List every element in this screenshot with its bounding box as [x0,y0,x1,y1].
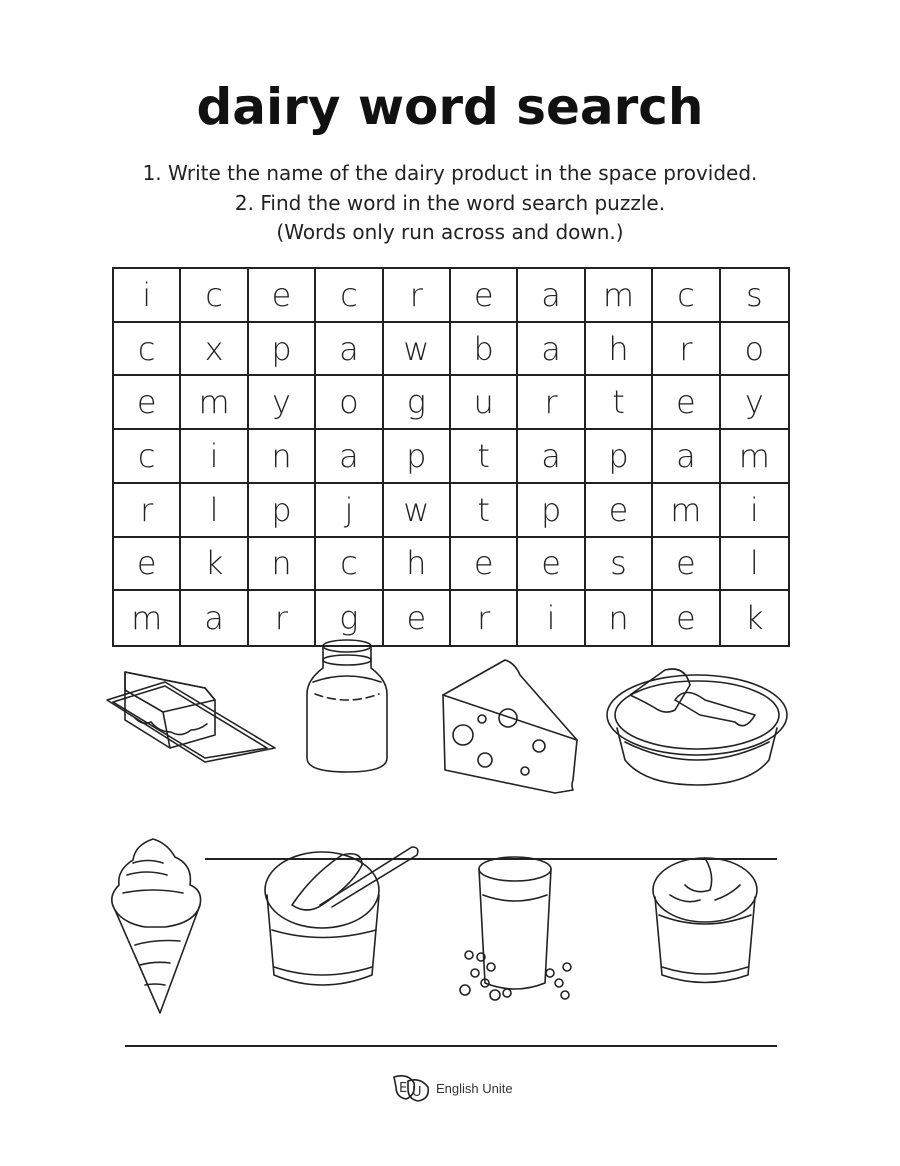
grid-cell[interactable]: o [316,376,383,430]
grid-cell[interactable]: a [653,430,720,484]
grid-cell[interactable]: p [249,484,316,538]
grid-cell[interactable]: w [384,323,451,377]
answer-line-2 [125,1045,777,1047]
grid-cell[interactable]: c [181,269,248,323]
grid-cell[interactable]: e [114,376,181,430]
grid-cell[interactable]: i [518,591,585,645]
english-unite-logo-icon [392,1073,432,1103]
grid-cell[interactable]: a [518,323,585,377]
grid-cell[interactable]: m [721,430,788,484]
grid-cell[interactable]: a [518,430,585,484]
grid-cell[interactable]: e [586,484,653,538]
grid-cell[interactable]: t [451,430,518,484]
footer [392,1073,513,1103]
grid-cell[interactable]: i [181,430,248,484]
grid-cell[interactable]: h [384,538,451,592]
grid-cell[interactable]: k [181,538,248,592]
grid-cell[interactable]: j [316,484,383,538]
instruction-1: 1. Write the name of the dairy product in the space provided. [142,161,758,185]
page-title: dairy word search [196,78,704,136]
grid-cell[interactable]: p [384,430,451,484]
grid-cell[interactable]: r [114,484,181,538]
grid-cell[interactable]: e [653,538,720,592]
grid-cell[interactable]: r [451,591,518,645]
yogurt-cup-icon [262,845,424,995]
grid-cell[interactable]: c [653,269,720,323]
grid-cell[interactable]: k [745,599,764,638]
grid-cell[interactable]: c [114,323,181,377]
grid-cell[interactable]: a [518,269,585,323]
grid-cell[interactable]: n [249,430,316,484]
word-search-grid [112,267,790,647]
grid-cell[interactable]: a [181,591,248,645]
brand-name: English Unite [436,1080,513,1096]
grid-cell[interactable]: t [586,376,653,430]
grid-cell[interactable]: e [114,538,181,592]
grid-cell[interactable]: g [316,591,383,645]
grid-cell[interactable]: r [249,591,316,645]
grid-cell[interactable]: e [518,538,585,592]
soy-milk-glass-icon [455,855,575,1005]
grid-cell[interactable]: i [114,269,181,323]
instruction-3: (Words only run across and down.) [276,220,624,244]
grid-cell[interactable]: o [721,323,788,377]
grid-cell[interactable]: p [249,323,316,377]
grid-cell[interactable]: g [384,376,451,430]
grid-cell[interactable]: c [316,269,383,323]
grid-cell[interactable]: t [451,484,518,538]
grid-cell[interactable]: e [384,591,451,645]
instruction-2: 2. Find the word in the word search puzzle. [234,191,666,215]
grid-cell[interactable]: c [316,538,383,592]
grid-cell[interactable]: y [249,376,316,430]
grid-cell[interactable]: e [249,269,316,323]
grid-cell[interactable]: e [653,376,720,430]
grid-cell[interactable]: y [721,376,788,430]
grid-cell[interactable]: a [316,323,383,377]
answer-line-1 [205,858,777,860]
grid-cell[interactable]: c [114,430,181,484]
grid-cell[interactable]: a [316,430,383,484]
margarine-tub-icon [605,660,790,790]
grid-cell[interactable]: r [384,269,451,323]
svg-text:E: E [399,1081,408,1096]
grid-cell[interactable]: i [721,484,788,538]
grid-cell[interactable]: x [181,323,248,377]
butter-icon [105,660,277,765]
grid-cell[interactable]: u [451,376,518,430]
milk-bottle-icon [305,638,389,774]
ice-cream-cone-icon [105,835,205,1015]
grid-cell[interactable]: b [451,323,518,377]
grid-cell[interactable]: n [249,538,316,592]
grid-cell[interactable]: r [518,376,585,430]
grid-cell[interactable]: m [653,484,720,538]
grid-cell[interactable]: s [586,538,653,592]
cheese-icon [435,655,580,795]
grid-cell[interactable]: e [451,269,518,323]
grid-cell[interactable]: s [721,269,788,323]
grid-cell[interactable]: e [653,591,720,645]
svg-text:U: U [412,1085,422,1100]
grid-cell[interactable]: m [114,591,181,645]
grid-cell[interactable]: p [586,430,653,484]
grid-cell[interactable]: l [721,538,788,592]
grid-cell[interactable]: w [384,484,451,538]
grid-cell[interactable]: m [181,376,248,430]
grid-cell[interactable]: e [451,538,518,592]
cream-cup-icon [650,855,760,990]
grid-cell[interactable]: h [586,323,653,377]
grid-cell[interactable]: l [181,484,248,538]
grid-cell[interactable]: m [586,269,653,323]
grid-cell[interactable]: n [586,591,653,645]
grid-cell[interactable]: r [653,323,720,377]
grid-cell[interactable]: p [518,484,585,538]
